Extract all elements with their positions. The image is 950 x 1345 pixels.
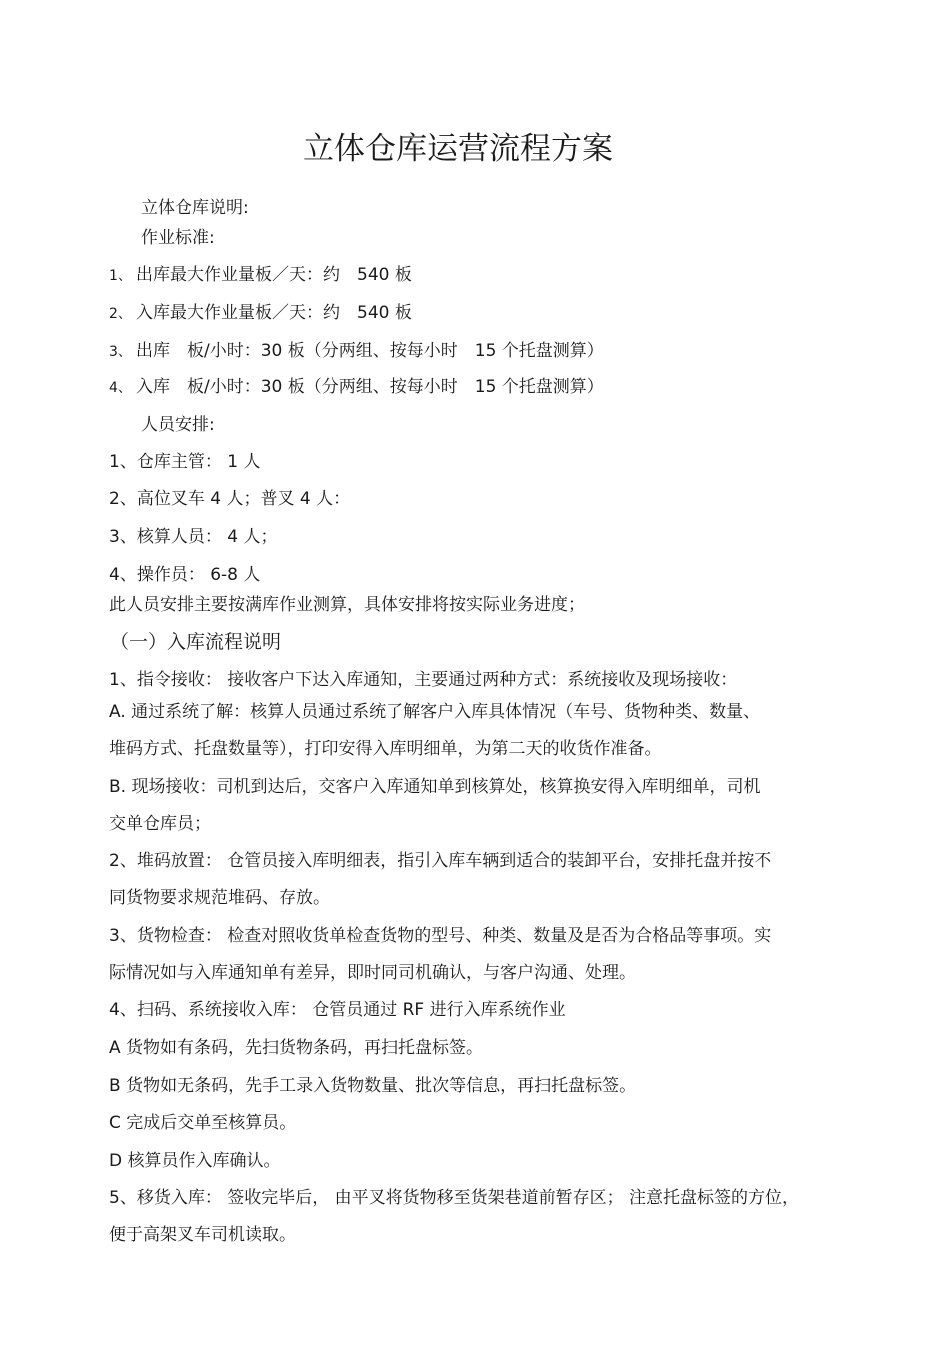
standard-item	[109, 341, 604, 362]
body-line: C 完成后交单至核算员。	[109, 1113, 297, 1133]
standard-number: 4、	[109, 380, 132, 396]
staff-item: 3、核算人员： 4 人；	[109, 527, 278, 547]
body-line: 交单仓库员；	[109, 814, 211, 834]
body-line: 2、堆码放置： 仓管员接入库明细表，指引入库车辆到适合的装卸平台，安排托盘并按不	[109, 851, 772, 871]
intro-heading: 立体仓库说明:	[141, 198, 249, 218]
body-line: A 货物如有条码，先扫货物条码，再扫托盘标签。	[109, 1038, 484, 1058]
staff-item: 1、仓库主管： 1 人	[109, 452, 261, 472]
staff-heading: 人员安排:	[141, 415, 215, 435]
standard-text: 入库最大作业量板／天：约 540 板	[136, 303, 412, 323]
body-line: A. 通过系统了解：核算人员通过系统了解客户入库具体情况（车号、货物种类、数量、	[109, 702, 761, 722]
standard-number: 1、	[109, 268, 132, 284]
body-line: B. 现场接收：司机到达后，交客户入库通知单到核算处，核算换安得入库明细单，司机	[109, 777, 761, 797]
standard-text: 出库 板/小时：30 板（分两组、按每小时 15 个托盘测算）	[136, 341, 604, 361]
body-line: B 货物如无条码，先手工录入货物数量、批次等信息，再扫托盘标签。	[109, 1076, 637, 1096]
standard-heading: 作业标准:	[141, 228, 215, 248]
standard-item	[109, 377, 604, 398]
body-line: 1、指令接收： 接收客户下达入库通知，主要通过两种方式：系统接收及现场接收：	[109, 670, 738, 690]
body-line: 4、扫码、系统接收入库： 仓管员通过 RF 进行入库系统作业	[109, 1000, 566, 1020]
page-title: 立体仓库运营流程方案	[303, 131, 613, 167]
body-line: 际情况如与入库通知单有差异，即时同司机确认，与客户沟通、处理。	[109, 963, 636, 983]
body-line: 5、移货入库： 签收完毕后， 由平叉将货物移至货架巷道前暂存区； 注意托盘标签的方位，	[109, 1188, 800, 1208]
standard-number: 2、	[109, 306, 132, 322]
section-heading: （一）入库流程说明	[110, 631, 282, 653]
standard-text: 入库 板/小时：30 板（分两组、按每小时 15 个托盘测算）	[136, 377, 604, 397]
body-line: 同货物要求规范堆码、存放。	[109, 888, 330, 908]
body-line: 堆码方式、托盘数量等），打印安得入库明细单，为第二天的收货作准备。	[109, 739, 662, 759]
staff-item: 2、高位叉车 4 人；普叉 4 人：	[109, 489, 351, 509]
body-line: 便于高架叉车司机读取。	[109, 1225, 296, 1245]
staff-item: 4、操作员： 6-8 人	[109, 565, 261, 585]
standard-number: 3、	[109, 344, 132, 360]
body-line: 3、货物检查： 检查对照收货单检查货物的型号、种类、数量及是否为合格品等事项。实	[109, 926, 772, 946]
standard-item	[109, 265, 412, 286]
standard-item	[109, 303, 412, 324]
body-line: D 核算员作入库确认。	[109, 1151, 281, 1171]
staff-note: 此人员安排主要按满库作业测算，具体安排将按实际业务进度；	[109, 595, 585, 615]
standard-text: 出库最大作业量板／天：约 540 板	[136, 265, 412, 285]
